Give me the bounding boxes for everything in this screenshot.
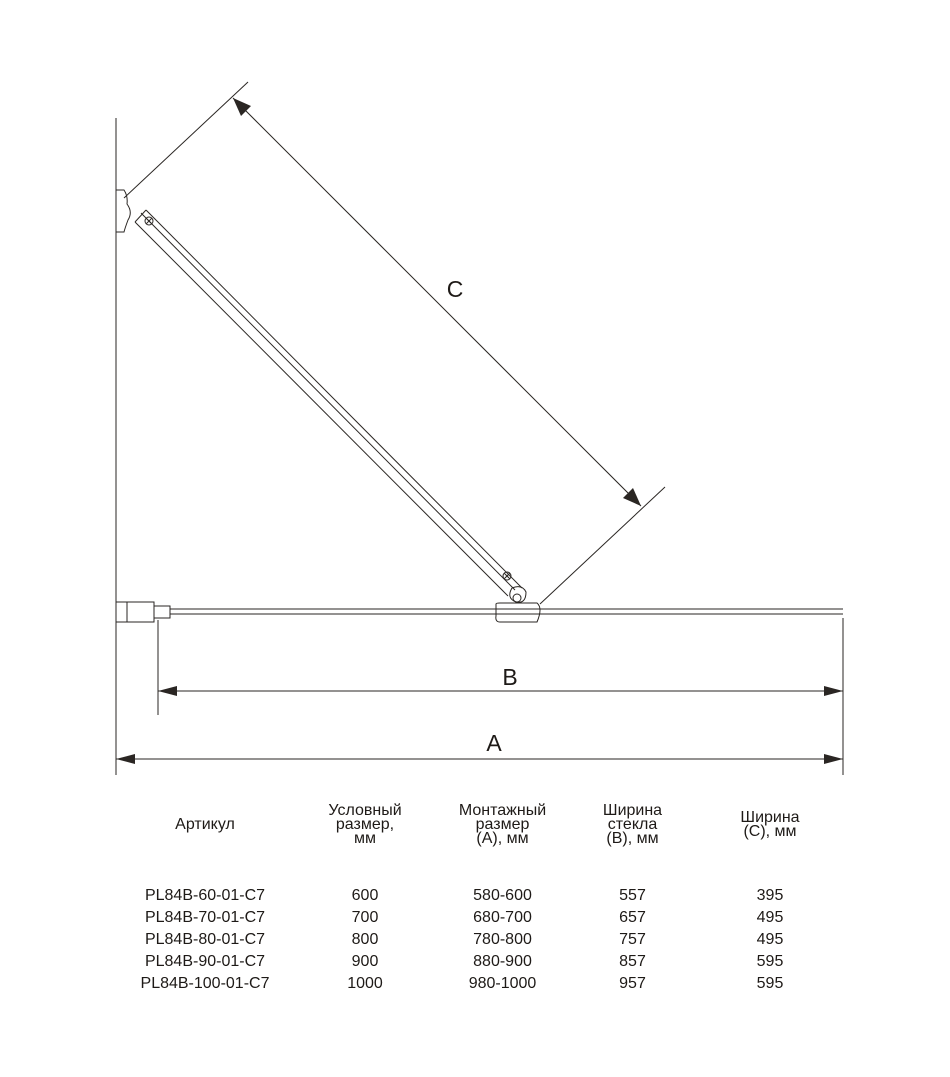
glass-clamp (496, 603, 540, 622)
header-mounting-size: Монтажный размер (А), мм (458, 802, 547, 847)
size-spec-table (110, 795, 850, 995)
cell-mounting-size: 880-900 (473, 953, 532, 970)
table-row (110, 929, 850, 951)
cell-width-c: 395 (756, 887, 784, 904)
support-bar (135, 210, 522, 596)
cell-glass-width: 957 (619, 975, 646, 992)
table-row (110, 885, 850, 907)
cell-nominal-size: 900 (351, 953, 379, 970)
cell-width-c: 495 (756, 909, 784, 926)
cell-nominal-size: 1000 (347, 975, 383, 992)
arrowhead-b-end (824, 686, 843, 696)
cell-mounting-size: 980-1000 (468, 975, 537, 992)
cell-article: PL84B-70-01-C7 (144, 909, 266, 926)
cell-glass-width: 757 (619, 931, 646, 948)
header-article: Артикул (175, 816, 235, 833)
upper-wall-bracket (116, 190, 130, 232)
cell-mounting-size: 680-700 (473, 909, 532, 926)
arrowhead-a-end (824, 754, 843, 764)
dimension-label-a: A (486, 730, 502, 756)
cell-article: PL84B-80-01-C7 (144, 931, 266, 948)
cell-mounting-size: 780-800 (473, 931, 532, 948)
cell-nominal-size: 800 (351, 931, 379, 948)
arrowhead-b-start (158, 686, 177, 696)
cell-width-c: 595 (756, 953, 784, 970)
dimension-line-c (233, 98, 641, 506)
table-row (110, 907, 850, 929)
cell-article: PL84B-90-01-C7 (144, 953, 266, 970)
cell-article: PL84B-100-01-C7 (140, 975, 270, 992)
header-glass-width: Ширина стекла (В), мм (602, 802, 663, 847)
cell-glass-width: 857 (619, 953, 646, 970)
header-width-c: Ширина (С), мм (740, 809, 800, 840)
header-nominal-size: Условный размер, мм (328, 802, 402, 847)
dimension-label-c: C (446, 276, 464, 302)
table-row (110, 951, 850, 973)
cell-glass-width: 557 (619, 887, 646, 904)
dimension-label-b: B (502, 664, 518, 690)
arrowhead-a-start (116, 754, 135, 764)
cell-mounting-size: 580-600 (473, 887, 532, 904)
cell-width-c: 495 (756, 931, 784, 948)
wall-profile (116, 602, 154, 622)
table-header-row (110, 795, 850, 855)
cell-glass-width: 657 (619, 909, 646, 926)
cell-nominal-size: 600 (351, 887, 379, 904)
cell-width-c: 595 (756, 975, 784, 992)
cell-article: PL84B-60-01-C7 (144, 887, 266, 904)
cell-nominal-size: 700 (351, 909, 379, 926)
table-row (110, 973, 850, 995)
